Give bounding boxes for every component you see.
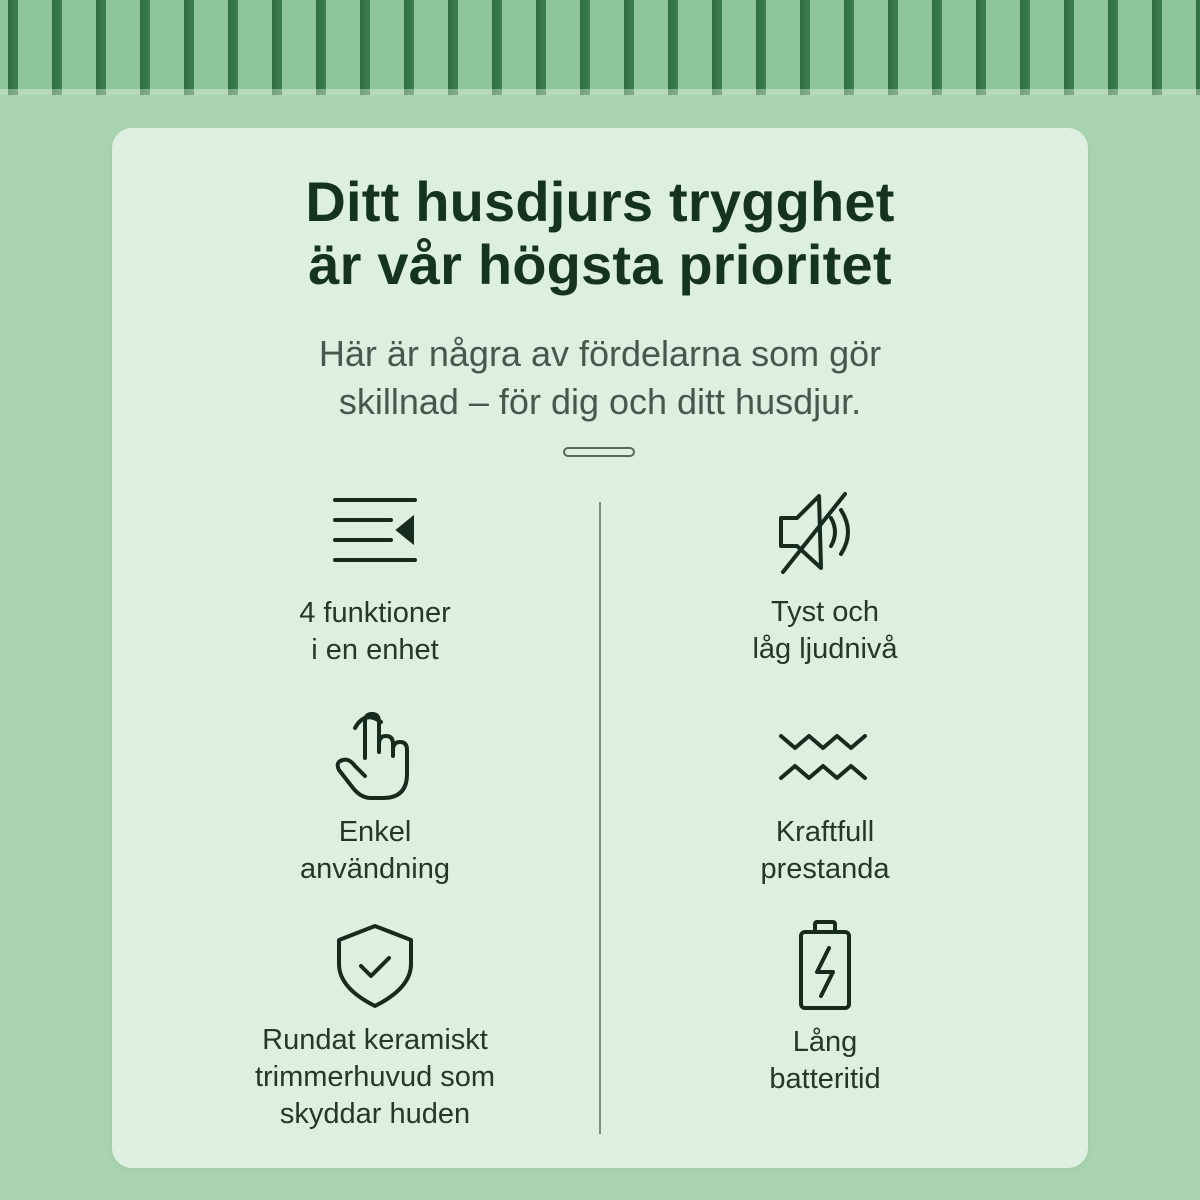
feature-label-line-2: användning xyxy=(300,853,450,885)
feature-label-line-1: Rundat keramiskt xyxy=(262,1024,488,1056)
feature-label-line-2: trimmerhuvud som xyxy=(254,1061,496,1093)
fluted-panel-decoration xyxy=(0,0,1200,95)
feature-label-line-1: 4 funktioner xyxy=(299,597,451,629)
feature-label-line-2: i en enhet xyxy=(311,634,439,666)
shield-check-icon xyxy=(325,920,425,1020)
feature-label xyxy=(205,814,545,888)
feature-label-line-1: Tyst och xyxy=(771,596,879,628)
page-subtitle-line-2: skillnad – för dig och ditt husdjur. xyxy=(338,381,862,422)
zigzag-power-icon xyxy=(775,724,875,824)
feature-label-line-2: batteritid xyxy=(769,1063,881,1095)
decorative-pill xyxy=(563,447,635,457)
page-subtitle-line-1: Här är några av fördelarna som gör xyxy=(318,333,882,374)
feature-label xyxy=(205,595,545,669)
feature-label-line-1: Lång xyxy=(792,1026,858,1058)
feature-label-line-1: Kraftfull xyxy=(775,816,875,848)
page-subtitle xyxy=(0,330,1200,426)
page-title xyxy=(0,170,1200,296)
battery-icon xyxy=(775,918,875,1018)
feature-label xyxy=(655,814,995,888)
feature-label xyxy=(655,1024,995,1098)
feature-label xyxy=(655,594,995,668)
list-menu-icon xyxy=(325,492,425,592)
page-title-line-1: Ditt husdjurs trygghet xyxy=(305,170,895,233)
touch-hand-icon xyxy=(325,704,425,804)
feature-label-line-2: prestanda xyxy=(760,853,890,885)
mute-speaker-icon xyxy=(775,488,875,588)
column-divider xyxy=(599,502,601,1134)
feature-label-line-2: låg ljudnivå xyxy=(752,633,898,665)
page-title-line-2: är vår högsta prioritet xyxy=(308,233,892,296)
feature-label-line-3: skyddar huden xyxy=(279,1098,471,1130)
feature-label-line-1: Enkel xyxy=(338,816,412,848)
feature-label xyxy=(205,1022,545,1133)
